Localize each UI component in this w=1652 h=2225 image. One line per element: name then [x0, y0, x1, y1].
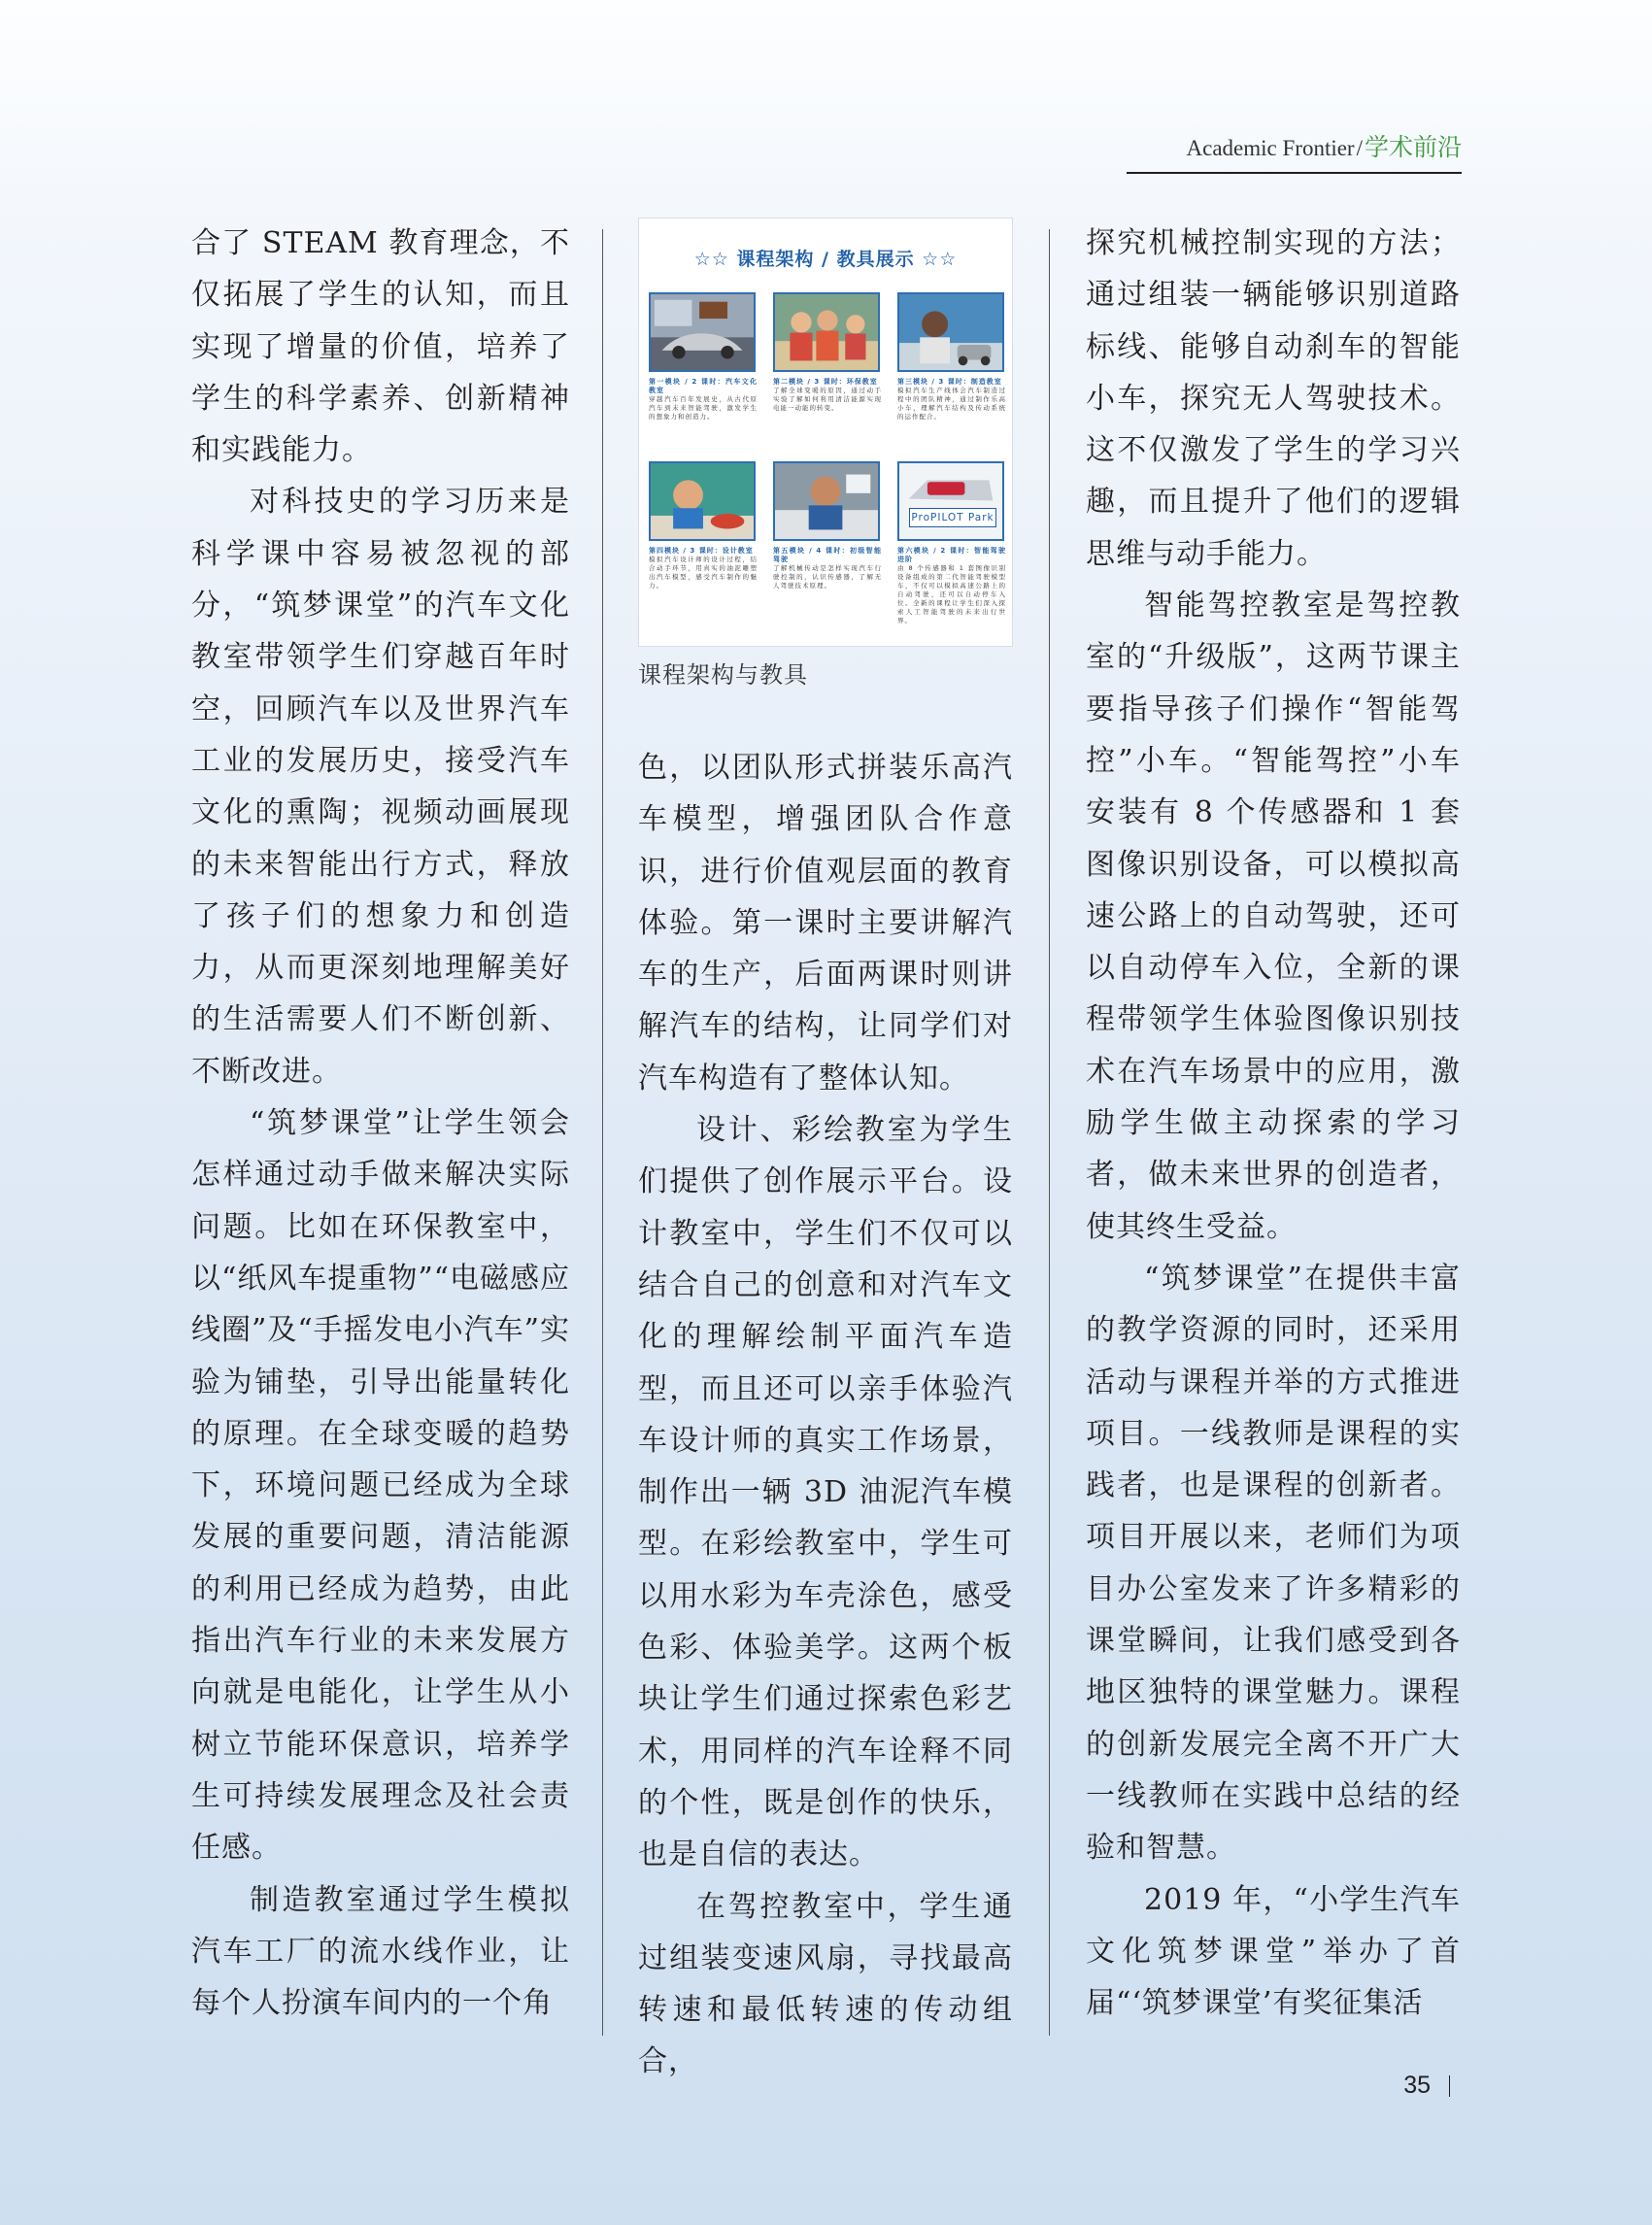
photo-tile-3: [897, 292, 1004, 372]
column-divider-2: [1049, 229, 1050, 2036]
design-class-photo: [651, 463, 754, 540]
propilot-park-badge: ProPILOT Park: [909, 508, 996, 527]
tile-3-heading: 第三模块 / 3 课时：制造教室: [897, 378, 1002, 386]
figure-title: ☆☆ 课程架构 / 教具展示 ☆☆: [693, 249, 958, 270]
page-number: 35: [1403, 2072, 1431, 2099]
col3-paragraph-1: 探究机械控制实现的方法；通过组装一辆能够识别道路标线、能够自动刹车的智能小车，探究无人驾驶技术。这不仅激发了学生的学习兴趣，而且提升了他们的逻辑思维与动手能力。: [1086, 226, 1461, 571]
photo-tile-6: [897, 461, 1004, 541]
column-2-body: [638, 742, 1013, 2088]
tile-6-heading: 第六模块 / 2 课时：智能驾驶进阶: [897, 547, 1006, 563]
smart-car-graphic: [899, 463, 1002, 540]
tile-1-heading: 第一模块 / 2 课时：汽车文化教室: [649, 378, 758, 394]
tile-1-text: 穿越汽车百年发展史，从古代原汽车到未来智能驾驶，激发学生的想象力和创造力。: [649, 395, 758, 421]
tile-2-text: 了解全球变暖的原因，通过动手实验了解如何利用清洁能源实现电能一动能的转变。: [773, 387, 882, 412]
col2-paragraph-1: 色，以团队形式拼装乐高汽车模型，增强团队合作意识，进行价值观层面的教育体验。第一课时主要讲解汽车的生产，后面两课时则讲解汽车的结构，让同学们对汽车构造有了整体认知。: [638, 751, 1013, 1096]
col3-paragraph-3: “筑梦课堂”在提供丰富的教学资源的同时，还采用活动与课程并举的方式推进项目。一线教师是课程的实践者，也是课程的创新者。项目开展以来，老师们为项目办公室发来了许多精彩的课堂瞬间，让我们感受到各地区独特的课堂魅力。课程的创新发展完全离不开广大一线教师在实践中总结的经验和智慧。: [1086, 1261, 1461, 1866]
manufacturing-class-photo: [899, 294, 1002, 371]
col3-paragraph-2: 智能驾控教室是驾控教室的“升级版”，这两节课主要指导孩子们操作“智能驾控”小车。“智能驾控”小车安装有 8 个传感器和 1 套图像识别设备，可以模拟高速公路上的自动驾驶，还可以自动停车入位，全新的课程带领学生体验图像识别技术在汽车场景中的应用，激励学生做主动探索的学习者，做未来世界的创造者，使其终生受益。: [1086, 589, 1461, 1244]
tile-caption-2: [773, 378, 882, 413]
course-figure: [638, 218, 1013, 647]
header-english: Academic Frontier: [1186, 136, 1355, 160]
page-number-bar: [1449, 2075, 1451, 2097]
col1-paragraph-2: 对科技史的学习历来是科学课中容易被忽视的部分，“筑梦课堂”的汽车文化教室带领学生们穿越百年时空，回顾汽车以及世界汽车工业的发展历史，接受汽车文化的熏陶；视频动画展现的未来智能出行方式，释放了孩子们的想象力和创造力，从而更深刻地理解美好的生活需要人们不断创新、不断改进。: [191, 485, 570, 1089]
photo-tile-2: [773, 292, 880, 372]
tile-4-text: 模拟汽车设计师的设计过程，结合动手环节，用真实的油泥雕塑出汽车模型，感受汽车制作的魅力。: [649, 556, 758, 590]
col1-paragraph-4: 制造教室通过学生模拟汽车工厂的流水线作业，让每个人扮演车间内的一个角: [191, 1882, 570, 2021]
tile-4-heading: 第四模块 / 3 课时：设计教室: [649, 547, 754, 555]
photo-tile-4: [649, 461, 756, 541]
drive-control-photo: [775, 463, 878, 540]
tile-caption-4: [649, 547, 758, 590]
col2-paragraph-3: 在驾控教室中，学生通过组装变速风扇，寻找最高转速和最低转速的传动组合，: [638, 1889, 1013, 2079]
photo-tile-5: [773, 461, 880, 541]
tile-5-text: 了解机械传动是怎样实现汽车行驶控制的，认识传感器，了解无人驾驶技术原理。: [773, 564, 882, 590]
header-separator: /: [1356, 136, 1363, 160]
tile-caption-5: [773, 547, 882, 590]
tile-6-text: 由 8 个传感器和 1 套图像识别设备组成的第二代智能驾驶模型车，不仅可以模拟高速公路上的自动驾驶，还可以自动停车入位。全新的课程让学生们深入探索人工智能驾驶的未来出行世界。: [897, 564, 1006, 624]
column-divider-1: [602, 229, 603, 2036]
figure-caption: 课程架构与教具: [638, 661, 808, 689]
tile-caption-3: [897, 378, 1006, 421]
col2-paragraph-2: 设计、彩绘教室为学生们提供了创作展示平台。设计教室中，学生们不仅可以结合自己的创意和对汽车文化的理解绘制平面汽车造型，而且还可以亲手体验汽车设计师的真实工作场景，制作出一辆 3D 油泥汽车模型。在彩绘教室中，学生可以用水彩为车壳涂色，感受色彩、体验美学。这两个板块让学生们通过探索色彩艺术，用同样的汽车诠释不同的个性，既是创作的快乐，也是自信的表达。: [638, 1113, 1013, 1872]
environment-class-photo: [775, 294, 878, 371]
car-culture-photo: [651, 294, 754, 371]
photo-tile-1: [649, 292, 756, 372]
col1-paragraph-3: “筑梦课堂”让学生领会怎样通过动手做来解决实际问题。比如在环保教室中，以“纸风车提重物”“电磁感应线圈”及“手摇发电小汽车”实验为铺垫，引导出能量转化的原理。在全球变暖的趋势下，环境问题已经成为全球发展的重要问题，清洁能源的利用已经成为趋势，由此指出汽车行业的未来发展方向就是电能化，让学生从小树立节能环保意识，培养学生可持续发展理念及社会责任感。: [191, 1106, 571, 1866]
column-3: [1086, 218, 1461, 2029]
running-header: [1127, 128, 1462, 174]
col3-paragraph-4: 2019 年，“小学生汽车文化筑梦课堂”举办了首届“‘筑梦课堂’有奖征集活: [1086, 1882, 1461, 2021]
tile-caption-1: [649, 378, 758, 421]
col1-paragraph-1: 合了 STEAM 教育理念，不仅拓展了学生的认知，而且实现了增量的价值，培养了学生的科学素养、创新精神和实践能力。: [191, 226, 570, 468]
column-1: [191, 218, 570, 2029]
header-chinese: 学术前沿: [1364, 133, 1462, 161]
tile-5-heading: 第五模块 / 4 课时：初级智能驾驶: [773, 547, 882, 563]
tile-2-heading: 第二模块 / 3 课时：环保教室: [773, 378, 878, 386]
tile-3-text: 模拟汽车生产线体会汽车制造过程中的团队精神，通过制作乐高小车，理解汽车结构及传动系统的运作配合。: [897, 387, 1006, 421]
tile-caption-6: [897, 547, 1006, 625]
